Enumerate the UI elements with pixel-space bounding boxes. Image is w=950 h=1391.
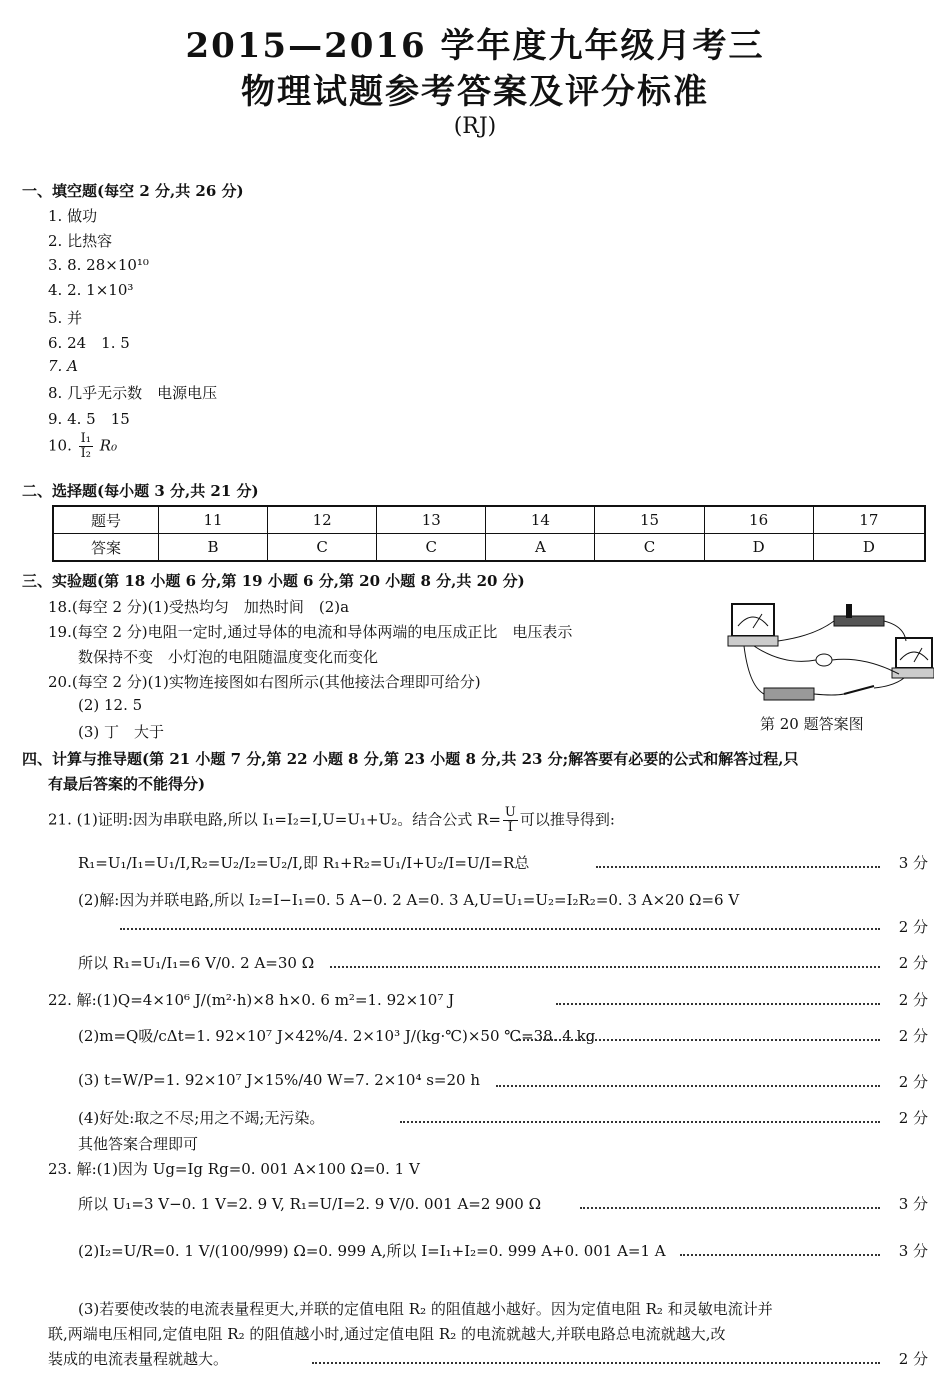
- dot-leader: [330, 966, 880, 968]
- score-q23-2: 3 分: [898, 1242, 928, 1260]
- dot-leader: [312, 1362, 880, 1364]
- q23-part4-line-1: (3)若要使改装的电流表量程更大,并联的定值电阻 R₂ 的阻值越小越好。因为定值电阻 R₂ 和灵敏电流计并: [78, 1300, 773, 1318]
- table-cell: B: [159, 534, 268, 562]
- title-line-2: 物理试题参考答案及评分标准: [241, 72, 709, 112]
- circuit-diagram-illustration: [724, 596, 934, 708]
- q21-fraction-den: I: [507, 820, 513, 835]
- answer-18: 18.(每空 2 分)(1)受热均匀 加热时间 (2)a: [48, 598, 350, 616]
- table-cell: D: [813, 534, 925, 562]
- answer-19-line-2: 数保持不变 小灯泡的电阻随温度变化而变化: [78, 648, 379, 666]
- dot-leader: [496, 1085, 880, 1087]
- table-row-questions: [53, 506, 925, 534]
- table-cell: A: [486, 534, 595, 562]
- q21-part1: [48, 806, 615, 835]
- dot-leader: [580, 1207, 880, 1209]
- edition-label: (RJ): [453, 114, 497, 139]
- answer-5: 5. 并: [48, 309, 83, 327]
- score-q22-4: 2 分: [898, 1109, 928, 1127]
- score-q21-1: 3 分: [898, 854, 928, 872]
- table-cell: C: [377, 534, 486, 562]
- dot-leader: [516, 1039, 880, 1041]
- answer-10-denominator: I₂: [80, 446, 91, 461]
- dot-leader: [120, 928, 880, 930]
- q21-fraction: [503, 806, 518, 835]
- q21-part1-text: 21. (1)证明:因为串联电路,所以 I₁=I₂=I,U=U₁+U₂。结合公式 R=: [48, 810, 501, 829]
- choice-answer-table: [52, 505, 926, 562]
- q22-note: 其他答案合理即可: [78, 1135, 199, 1153]
- section-4-heading-line-1: 四、计算与推导题(第 21 小题 7 分,第 22 小题 8 分,第 23 小题 8 分,共 23 分;解答要有必要的公式和解答过程,只: [22, 750, 799, 768]
- answer-10-suffix: R₀: [99, 436, 118, 455]
- table-cell: 15: [595, 506, 704, 534]
- q23-part3: (2)I₂=U/R=0. 1 V/(100/999) Ω=0. 999 A,所以 I=I₁+I₂=0. 999 A+0. 001 A=1 A: [78, 1242, 666, 1260]
- score-q21-2: 2 分: [898, 918, 928, 936]
- answer-10-fraction: [79, 432, 93, 461]
- score-q22-2: 2 分: [898, 1027, 928, 1045]
- answer-3: 3. 8. 28×10¹⁰: [48, 256, 149, 274]
- q21-part3: 所以 R₁=U₁/I₁=6 V/0. 2 A=30 Ω: [78, 954, 315, 972]
- table-row-answers: [53, 534, 925, 562]
- section-4-heading-line-2: 有最后答案的不能得分): [48, 775, 206, 793]
- figure-caption: 第 20 题答案图: [760, 715, 864, 733]
- score-q22-3: 2 分: [898, 1073, 928, 1091]
- section-2-heading: 二、选择题(每小题 3 分,共 21 分): [22, 482, 259, 500]
- q23-part4-line-2: 联,两端电压相同,定值电阻 R₂ 的阻值越小时,通过定值电阻 R₂ 的电流就越大,并联电路总电流就越大,改: [48, 1325, 726, 1343]
- q22-part1: 22. 解:(1)Q=4×10⁶ J/(m²·h)×8 h×0. 6 m²=1. 92×10⁷ J: [48, 991, 455, 1009]
- dot-leader: [680, 1254, 880, 1256]
- q21-fraction-num: U: [504, 805, 516, 820]
- score-q23-3: 2 分: [898, 1350, 928, 1368]
- answer-9: 9. 4. 5 15: [48, 410, 130, 428]
- title-line-1: 2015—2016 学年度九年级月考三: [185, 26, 765, 66]
- section-3-heading: 三、实验题(第 18 小题 6 分,第 19 小题 6 分,第 20 小题 8 分,共 20 分): [22, 572, 525, 590]
- table-cell: 16: [704, 506, 813, 534]
- answer-8: 8. 几乎无示数 电源电压: [48, 384, 218, 402]
- table-cell: 题号: [53, 506, 159, 534]
- table-cell: 12: [268, 506, 377, 534]
- q22-part4: (4)好处:取之不尽;用之不竭;无污染。: [78, 1109, 325, 1127]
- table-cell: C: [595, 534, 704, 562]
- score-q22-1: 2 分: [898, 991, 928, 1009]
- score-q21-3: 2 分: [898, 954, 928, 972]
- q23-part4-line-3: 装成的电流表量程就越大。: [48, 1350, 229, 1368]
- q22-part3: (3) t=W/P=1. 92×10⁷ J×15%/40 W=7. 2×10⁴ s=20 h: [78, 1071, 481, 1089]
- answer-7: 7. A: [48, 357, 78, 375]
- answer-6: 6. 24 1. 5: [48, 334, 130, 352]
- answer-10: [48, 432, 117, 461]
- dot-leader: [400, 1121, 880, 1123]
- answer-20-line-3: (3) 丁 大于: [78, 723, 165, 741]
- q22-part2: (2)m=Q吸/cΔt=1. 92×10⁷ J×42%/4. 2×10³ J/(kg·℃)×50 ℃=38. 4 kg: [78, 1027, 596, 1045]
- table-cell: 14: [486, 506, 595, 534]
- answer-10-prefix: 10.: [48, 436, 72, 455]
- table-cell: C: [268, 534, 377, 562]
- dot-leader: [596, 866, 880, 868]
- answer-20-line-1: 20.(每空 2 分)(1)实物连接图如右图所示(其他接法合理即可给分): [48, 673, 481, 691]
- table-cell: 17: [813, 506, 925, 534]
- dot-leader: [556, 1003, 880, 1005]
- answer-2: 2. 比热容: [48, 232, 113, 250]
- score-q23-1: 3 分: [898, 1195, 928, 1213]
- answer-1: 1. 做功: [48, 207, 98, 225]
- q23-part2: 所以 U₁=3 V−0. 1 V=2. 9 V, R₁=U/I=2. 9 V/0. 001 A=2 900 Ω: [78, 1195, 542, 1213]
- q21-part1-tail: 可以推导得到:: [519, 810, 615, 829]
- table-cell: D: [704, 534, 813, 562]
- q23-part1: 23. 解:(1)因为 Ug=Ig Rg=0. 001 A×100 Ω=0. 1 V: [48, 1160, 420, 1178]
- q21-derivation: R₁=U₁/I₁=U₁/I,R₂=U₂/I₂=U₂/I,即 R₁+R₂=U₁/I+U₂/I=U/I=R总: [78, 854, 530, 872]
- table-cell: 11: [159, 506, 268, 534]
- answer-10-numerator: I₁: [80, 431, 91, 446]
- answer-19-line-1: 19.(每空 2 分)电阻一定时,通过导体的电流和导体两端的电压成正比 电压表示: [48, 623, 573, 641]
- table-cell: 答案: [53, 534, 159, 562]
- answer-20-line-2: (2) 12. 5: [78, 696, 143, 714]
- section-1-heading: 一、填空题(每空 2 分,共 26 分): [22, 182, 244, 200]
- table-cell: 13: [377, 506, 486, 534]
- q21-part2: (2)解:因为并联电路,所以 I₂=I−I₁=0. 5 A−0. 2 A=0. 3 A,U=U₁=U₂=I₂R₂=0. 3 A×20 Ω=6 V: [78, 891, 740, 909]
- answer-4: 4. 2. 1×10³: [48, 281, 134, 299]
